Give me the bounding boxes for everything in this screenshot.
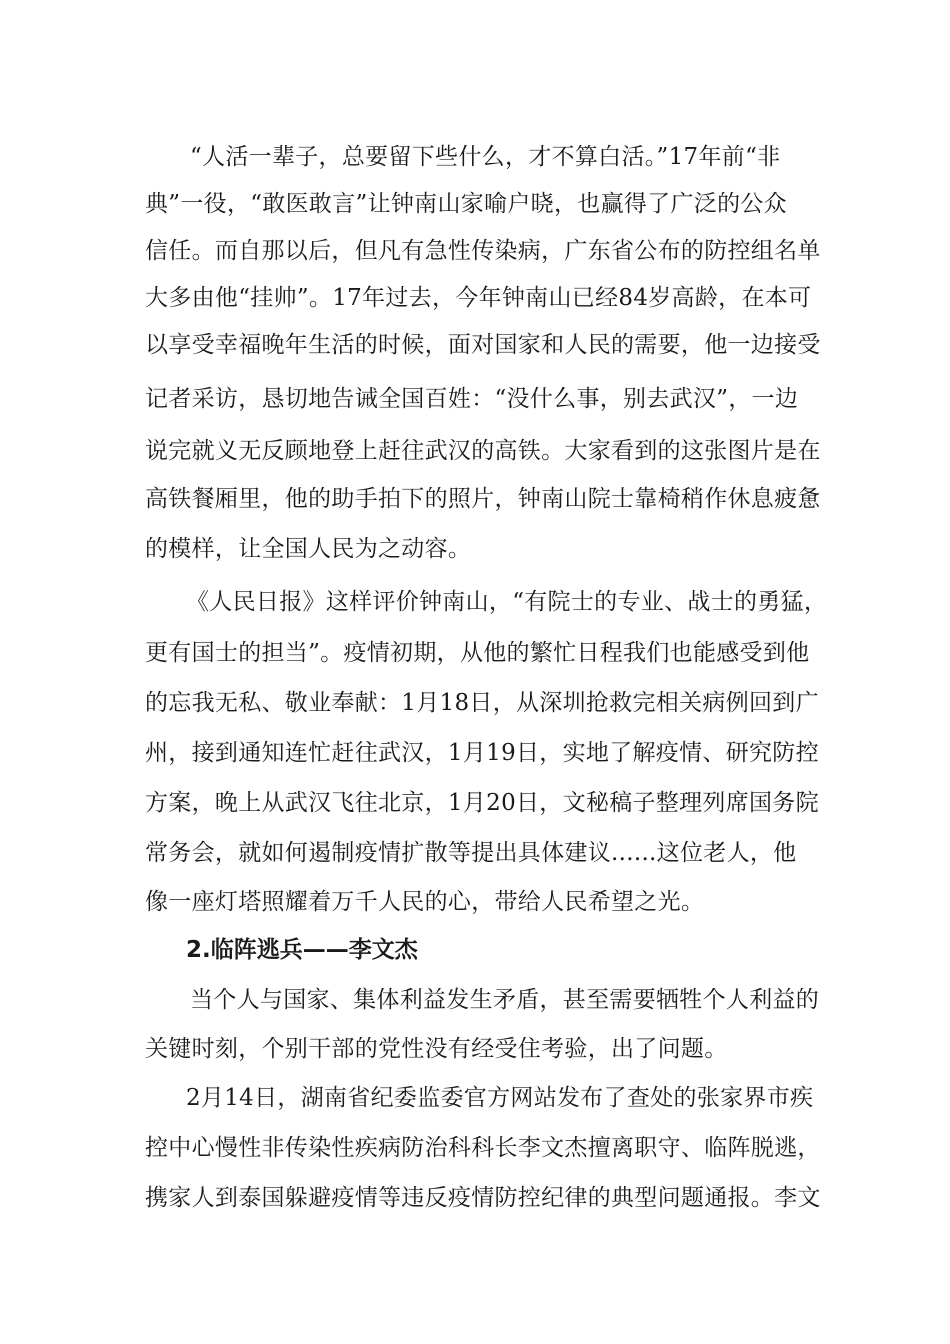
- paragraph-4-line-2: 控中心慢性非传染性疾病防治科科长李文杰擅离职守、临阵脱逃，: [145, 1135, 821, 1161]
- paragraph-2-line-4: 州，接到通知连忙赶往武汉，1月19日，实地了解疫情、研究防控: [145, 740, 819, 766]
- paragraph-1-line-3: 信任。而自那以后，但凡有急性传染病，广东省公布的防控组名单: [145, 238, 821, 264]
- paragraph-3-line-1: 当个人与国家、集体利益发生矛盾，甚至需要牺牲个人利益的: [190, 987, 820, 1013]
- paragraph-2-line-2: 更有国士的担当”。疫情初期，从他的繁忙日程我们也能感受到他: [145, 640, 810, 666]
- section-heading: 2.临阵逃兵——李文杰: [186, 937, 418, 963]
- paragraph-1-line-5: 以享受幸福晚年生活的时候，面对国家和人民的需要，他一边接受: [145, 332, 821, 358]
- paragraph-1-line-7: 说完就义无反顾地登上赶往武汉的高铁。大家看到的这张图片是在: [145, 438, 821, 464]
- paragraph-2-line-7: 像一座灯塔照耀着万千人民的心，带给人民希望之光。: [145, 889, 705, 915]
- paragraph-2-line-6: 常务会，就如何遏制疫情扩散等提出具体建议......这位老人，他: [145, 840, 797, 866]
- paragraph-4-line-3: 携家人到泰国躲避疫情等违反疫情防控纪律的典型问题通报。李文: [145, 1185, 821, 1211]
- paragraph-2-line-1: 《人民日报》这样评价钟南山，“有院士的专业、战士的勇猛，: [186, 589, 828, 615]
- paragraph-2-line-5: 方案，晚上从武汉飞往北京，1月20日，文秘稿子整理列席国务院: [145, 790, 819, 816]
- paragraph-1-line-1: “人活一辈子，总要留下些什么，才不算白活。”17年前“非: [190, 144, 781, 170]
- paragraph-4-line-1: 2月14日，湖南省纪委监委官方网站发布了查处的张家界市疾: [186, 1085, 814, 1111]
- paragraph-1-line-9: 的模样，让全国人民为之动容。: [145, 536, 472, 562]
- paragraph-1-line-2: 典”一役，“敢医敢言”让钟南山家喻户晓，也赢得了广泛的公众: [145, 191, 787, 217]
- paragraph-1-line-4: 大多由他“挂帅”。17年过去，今年钟南山已经84岁高龄，在本可: [145, 285, 812, 311]
- paragraph-2-line-3: 的忘我无私、敬业奉献：1月18日，从深圳抢救完相关病例回到广: [145, 690, 819, 716]
- paragraph-3-line-2: 关键时刻，个别干部的党性没有经受住考验，出了问题。: [145, 1036, 728, 1062]
- paragraph-1-line-8: 高铁餐厢里，他的助手拍下的照片，钟南山院士靠椅稍作休息疲惫: [145, 486, 821, 512]
- paragraph-1-line-6: 记者采访，恳切地告诫全国百姓：“没什么事，别去武汉”，一边: [145, 386, 799, 412]
